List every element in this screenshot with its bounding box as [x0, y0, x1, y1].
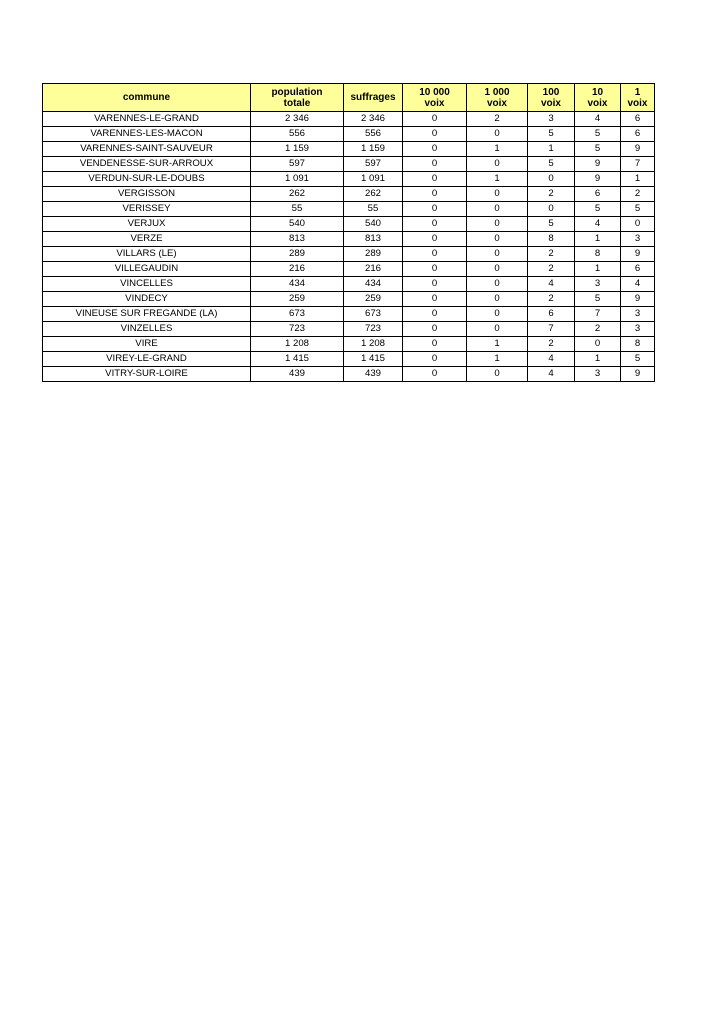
- table-row: [43, 352, 655, 367]
- cell-suffrages: 434: [344, 277, 403, 292]
- cell-100-voix: 7: [528, 322, 575, 337]
- table-row: [43, 112, 655, 127]
- header-text: voix: [587, 97, 608, 109]
- cell-1000-voix: 0: [467, 277, 528, 292]
- cell-suffrages: 2 346: [344, 112, 403, 127]
- cell-1000-voix: 1: [467, 142, 528, 157]
- cell-10-voix: 1: [575, 262, 621, 277]
- cell-1-voix: 5: [621, 202, 655, 217]
- cell-10000-voix: 0: [403, 217, 467, 232]
- table-row: [43, 232, 655, 247]
- cell-suffrages: 289: [344, 247, 403, 262]
- cell-10-voix: 5: [575, 142, 621, 157]
- cell-population: 1 208: [251, 337, 344, 352]
- cell-1000-voix: 0: [467, 217, 528, 232]
- cell-commune: VARENNES-LE-GRAND: [43, 112, 251, 127]
- cell-commune: VARENNES-LES-MACON: [43, 127, 251, 142]
- cell-suffrages: 439: [344, 367, 403, 382]
- cell-commune: VINZELLES: [43, 322, 251, 337]
- header-text: population: [271, 86, 323, 98]
- cell-10-voix: 3: [575, 277, 621, 292]
- cell-1-voix: 2: [621, 187, 655, 202]
- cell-10000-voix: 0: [403, 112, 467, 127]
- table-row: [43, 322, 655, 337]
- cell-suffrages: 55: [344, 202, 403, 217]
- cell-100-voix: 4: [528, 367, 575, 382]
- table-row: [43, 247, 655, 262]
- cell-population: 55: [251, 202, 344, 217]
- cell-population: 673: [251, 307, 344, 322]
- header-text: 10 000: [419, 86, 450, 98]
- cell-10-voix: 0: [575, 337, 621, 352]
- cell-population: 540: [251, 217, 344, 232]
- cell-100-voix: 2: [528, 187, 575, 202]
- cell-1-voix: 9: [621, 247, 655, 262]
- cell-suffrages: 1 208: [344, 337, 403, 352]
- cell-100-voix: 4: [528, 277, 575, 292]
- cell-1-voix: 4: [621, 277, 655, 292]
- cell-suffrages: 259: [344, 292, 403, 307]
- header-text: voix: [627, 97, 648, 109]
- header-10-voix: [575, 84, 621, 112]
- cell-10-voix: 9: [575, 172, 621, 187]
- cell-population: 289: [251, 247, 344, 262]
- cell-commune: VERJUX: [43, 217, 251, 232]
- cell-10-voix: 6: [575, 187, 621, 202]
- header-suffrages: [344, 84, 403, 112]
- cell-1-voix: 3: [621, 322, 655, 337]
- cell-1-voix: 3: [621, 307, 655, 322]
- header-1-voix: [621, 84, 655, 112]
- cell-population: 439: [251, 367, 344, 382]
- table-row: [43, 142, 655, 157]
- cell-10-voix: 5: [575, 292, 621, 307]
- cell-1-voix: 6: [621, 127, 655, 142]
- cell-suffrages: 673: [344, 307, 403, 322]
- cell-10-voix: 4: [575, 112, 621, 127]
- cell-population: 1 159: [251, 142, 344, 157]
- cell-100-voix: 2: [528, 337, 575, 352]
- header-text: 10: [591, 86, 604, 98]
- table-row: [43, 262, 655, 277]
- cell-1-voix: 7: [621, 157, 655, 172]
- cell-10000-voix: 0: [403, 172, 467, 187]
- cell-100-voix: 8: [528, 232, 575, 247]
- cell-commune: VERZE: [43, 232, 251, 247]
- cell-1000-voix: 2: [467, 112, 528, 127]
- table-body: [43, 112, 655, 382]
- cell-1000-voix: 0: [467, 307, 528, 322]
- header-text: 100: [542, 86, 560, 98]
- cell-1-voix: 1: [621, 172, 655, 187]
- cell-1-voix: 9: [621, 292, 655, 307]
- header-text: voix: [424, 97, 445, 109]
- cell-10000-voix: 0: [403, 202, 467, 217]
- cell-100-voix: 2: [528, 262, 575, 277]
- cell-1-voix: 0: [621, 217, 655, 232]
- cell-10000-voix: 0: [403, 142, 467, 157]
- cell-commune: VENDENESSE-SUR-ARROUX: [43, 157, 251, 172]
- header-text: suffrages: [350, 92, 396, 103]
- table-row: [43, 187, 655, 202]
- cell-commune: VERGISSON: [43, 187, 251, 202]
- header-population: [251, 84, 344, 112]
- cell-commune: VERISSEY: [43, 202, 251, 217]
- cell-100-voix: 0: [528, 202, 575, 217]
- table-row: [43, 337, 655, 352]
- header-text: totale: [283, 97, 311, 109]
- cell-1-voix: 9: [621, 367, 655, 382]
- cell-10000-voix: 0: [403, 337, 467, 352]
- cell-1000-voix: 1: [467, 172, 528, 187]
- header-10000-voix: [403, 84, 467, 112]
- header-100-voix: [528, 84, 575, 112]
- cell-10-voix: 7: [575, 307, 621, 322]
- table-row: [43, 367, 655, 382]
- cell-100-voix: 5: [528, 217, 575, 232]
- cell-10-voix: 5: [575, 127, 621, 142]
- header-1000-voix: [467, 84, 528, 112]
- cell-100-voix: 3: [528, 112, 575, 127]
- cell-1-voix: 5: [621, 352, 655, 367]
- cell-suffrages: 1 415: [344, 352, 403, 367]
- table-row: [43, 217, 655, 232]
- header-text: voix: [540, 97, 561, 109]
- cell-suffrages: 216: [344, 262, 403, 277]
- cell-10000-voix: 0: [403, 127, 467, 142]
- header-text: 1 000: [484, 86, 510, 98]
- cell-10-voix: 8: [575, 247, 621, 262]
- header-text: voix: [486, 97, 507, 109]
- cell-population: 2 346: [251, 112, 344, 127]
- cell-1000-voix: 0: [467, 232, 528, 247]
- cell-population: 723: [251, 322, 344, 337]
- cell-10000-voix: 0: [403, 322, 467, 337]
- cell-commune: VINDECY: [43, 292, 251, 307]
- cell-commune: VINEUSE SUR FREGANDE (LA): [43, 307, 251, 322]
- cell-commune: VIREY-LE-GRAND: [43, 352, 251, 367]
- cell-1000-voix: 0: [467, 202, 528, 217]
- cell-10000-voix: 0: [403, 157, 467, 172]
- cell-10000-voix: 0: [403, 187, 467, 202]
- table-row: [43, 172, 655, 187]
- cell-1000-voix: 0: [467, 322, 528, 337]
- cell-10000-voix: 0: [403, 307, 467, 322]
- cell-1000-voix: 0: [467, 127, 528, 142]
- cell-1000-voix: 0: [467, 367, 528, 382]
- table-row: [43, 277, 655, 292]
- cell-1000-voix: 0: [467, 247, 528, 262]
- header-commune: [43, 84, 251, 112]
- cell-commune: VILLEGAUDIN: [43, 262, 251, 277]
- cell-10-voix: 5: [575, 202, 621, 217]
- cell-1-voix: 3: [621, 232, 655, 247]
- cell-10-voix: 1: [575, 232, 621, 247]
- cell-10-voix: 3: [575, 367, 621, 382]
- cell-1000-voix: 1: [467, 352, 528, 367]
- table-row: [43, 202, 655, 217]
- cell-population: 556: [251, 127, 344, 142]
- table-header: [43, 84, 655, 112]
- cell-population: 259: [251, 292, 344, 307]
- cell-suffrages: 556: [344, 127, 403, 142]
- cell-10000-voix: 0: [403, 247, 467, 262]
- cell-100-voix: 5: [528, 127, 575, 142]
- cell-commune: VARENNES-SAINT-SAUVEUR: [43, 142, 251, 157]
- cell-population: 262: [251, 187, 344, 202]
- cell-suffrages: 262: [344, 187, 403, 202]
- cell-10-voix: 9: [575, 157, 621, 172]
- header-text: 1: [634, 86, 641, 98]
- cell-1-voix: 6: [621, 262, 655, 277]
- cell-100-voix: 0: [528, 172, 575, 187]
- cell-1-voix: 6: [621, 112, 655, 127]
- cell-suffrages: 597: [344, 157, 403, 172]
- table-row: [43, 157, 655, 172]
- cell-1000-voix: 1: [467, 337, 528, 352]
- cell-100-voix: 1: [528, 142, 575, 157]
- header-text: commune: [122, 92, 171, 103]
- cell-10000-voix: 0: [403, 367, 467, 382]
- cell-100-voix: 2: [528, 292, 575, 307]
- cell-1000-voix: 0: [467, 187, 528, 202]
- cell-population: 1 415: [251, 352, 344, 367]
- cell-commune: VERDUN-SUR-LE-DOUBS: [43, 172, 251, 187]
- cell-10-voix: 1: [575, 352, 621, 367]
- cell-suffrages: 1 091: [344, 172, 403, 187]
- cell-suffrages: 813: [344, 232, 403, 247]
- cell-commune: VINCELLES: [43, 277, 251, 292]
- cell-10000-voix: 0: [403, 292, 467, 307]
- table-row: [43, 292, 655, 307]
- cell-population: 597: [251, 157, 344, 172]
- table-row: [43, 307, 655, 322]
- cell-suffrages: 1 159: [344, 142, 403, 157]
- cell-1000-voix: 0: [467, 292, 528, 307]
- cell-suffrages: 723: [344, 322, 403, 337]
- cell-1000-voix: 0: [467, 262, 528, 277]
- cell-100-voix: 4: [528, 352, 575, 367]
- cell-10-voix: 2: [575, 322, 621, 337]
- cell-population: 1 091: [251, 172, 344, 187]
- cell-commune: VILLARS (LE): [43, 247, 251, 262]
- cell-10-voix: 4: [575, 217, 621, 232]
- header-row: [43, 84, 655, 112]
- cell-1-voix: 9: [621, 142, 655, 157]
- cell-10000-voix: 0: [403, 262, 467, 277]
- cell-10000-voix: 0: [403, 232, 467, 247]
- cell-1000-voix: 0: [467, 157, 528, 172]
- cell-population: 434: [251, 277, 344, 292]
- cell-100-voix: 6: [528, 307, 575, 322]
- cell-100-voix: 2: [528, 247, 575, 262]
- cell-population: 216: [251, 262, 344, 277]
- results-table: [42, 83, 655, 382]
- cell-suffrages: 540: [344, 217, 403, 232]
- table-row: [43, 127, 655, 142]
- cell-population: 813: [251, 232, 344, 247]
- cell-commune: VITRY-SUR-LOIRE: [43, 367, 251, 382]
- cell-1-voix: 8: [621, 337, 655, 352]
- cell-10000-voix: 0: [403, 352, 467, 367]
- cell-commune: VIRE: [43, 337, 251, 352]
- cell-10000-voix: 0: [403, 277, 467, 292]
- cell-100-voix: 5: [528, 157, 575, 172]
